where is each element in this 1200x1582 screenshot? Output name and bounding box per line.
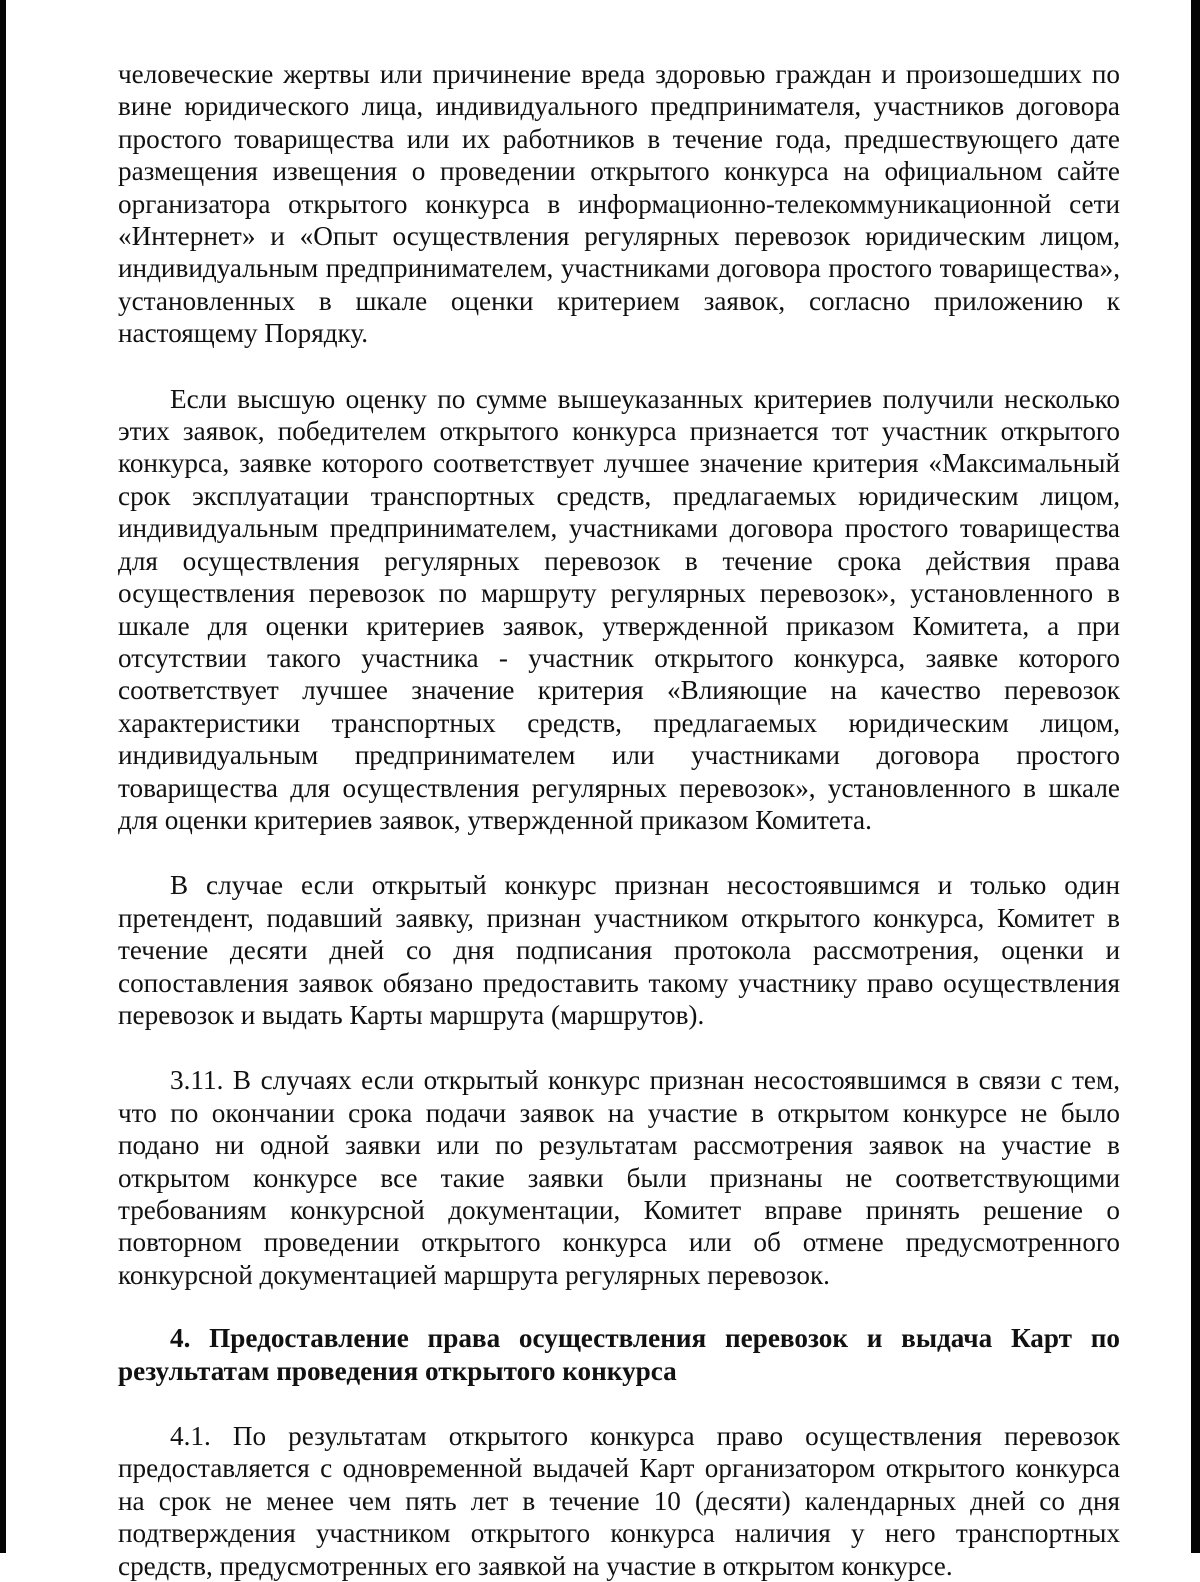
document-body <box>118 58 1120 1582</box>
scan-border-right <box>1191 0 1200 1553</box>
paragraph-4-1: 4.1. По результатам открытого конкурса право осуществления перевозок предоставляется с одновременной выдачей Карт организатором открытого конкурса на срок не менее чем пять лет в течение 10 (десяти) календарных дней со дня подтверждения участником открытого конкурса наличия у него транспортных средств, предусмотренных его заявкой на участие в открытом конкурсе. <box>118 1421 1120 1581</box>
section-heading-4: 4. Предоставление права осуществления перевозок и выдача Карт по результатам проведения открытого конкурса <box>118 1323 1120 1386</box>
scan-border-left <box>0 0 6 1553</box>
paragraph-continuation: человеческие жертвы или причинение вреда здоровью граждан и произошедших по вине юридического лица, индивидуального предпринимателя, участников договора простого товарищества или их работников в течение года, предшествующего дате размещения извещения о проведении открытого конкурса на официальном сайте организатора открытого конкурса в информационно-телекоммуникационной сети «Интернет» и «Опыт осуществления регулярных перевозок юридическим лицом, индивидуальным предпринимателем, участниками договора простого товарищества», установленных в шкале оценки критерием заявок, согласно приложению к настоящему Порядку. <box>118 59 1120 349</box>
paragraph-tie-break: Если высшую оценку по сумме вышеуказанных критериев получили несколько этих заявок, победителем открытого конкурса признается тот участник открытого конкурса, заявке которого соответствует лучшее значение критерия «Максимальный срок эксплуатации транспортных средств, предлагаемых юридическим лицом, индивидуальным предпринимателем, участниками договора простого товарищества для осуществления регулярных перевозок в течение срока действия права осуществления перевозок по маршруту регулярных перевозок», установленного в шкале для оценки критериев заявок, утвержденной приказом Комитета, а при отсутствии такого участника - участник открытого конкурса, заявке которого соответствует лучшее значение критерия «Влияющие на качество перевозок характеристики транспортных средств, предлагаемых юридическим лицом, индивидуальным предпринимателем или участниками договора простого товарищества для осуществления регулярных перевозок», установленного в шкале для оценки критериев заявок, утвержденной приказом Комитета. <box>118 383 1120 835</box>
paragraph-3-11: 3.11. В случаях если открытый конкурс признан несостоявшимся в связи с тем, что по окончании срока подачи заявок на участие в открытом конкурсе не было подано ни одной заявки или по результатам рассмотрения заявок на участие в открытом конкурсе все такие заявки были признаны не соответствующими требованиям конкурсной документации, Комитет вправе принять решение о повторном проведении открытого конкурса или об отмене предусмотренного конкурсной документацией маршрута регулярных перевозок. <box>118 1065 1120 1290</box>
paragraph-single-participant: В случае если открытый конкурс признан несостоявшимся и только один претендент, подавший заявку, признан участником открытого конкурса, Комитет в течение десяти дней со дня подписания протокола рассмотрения, оценки и сопоставления заявок обязано предоставить такому участнику право осуществления перевозок и выдать Карты маршрута (маршрутов). <box>118 870 1120 1030</box>
